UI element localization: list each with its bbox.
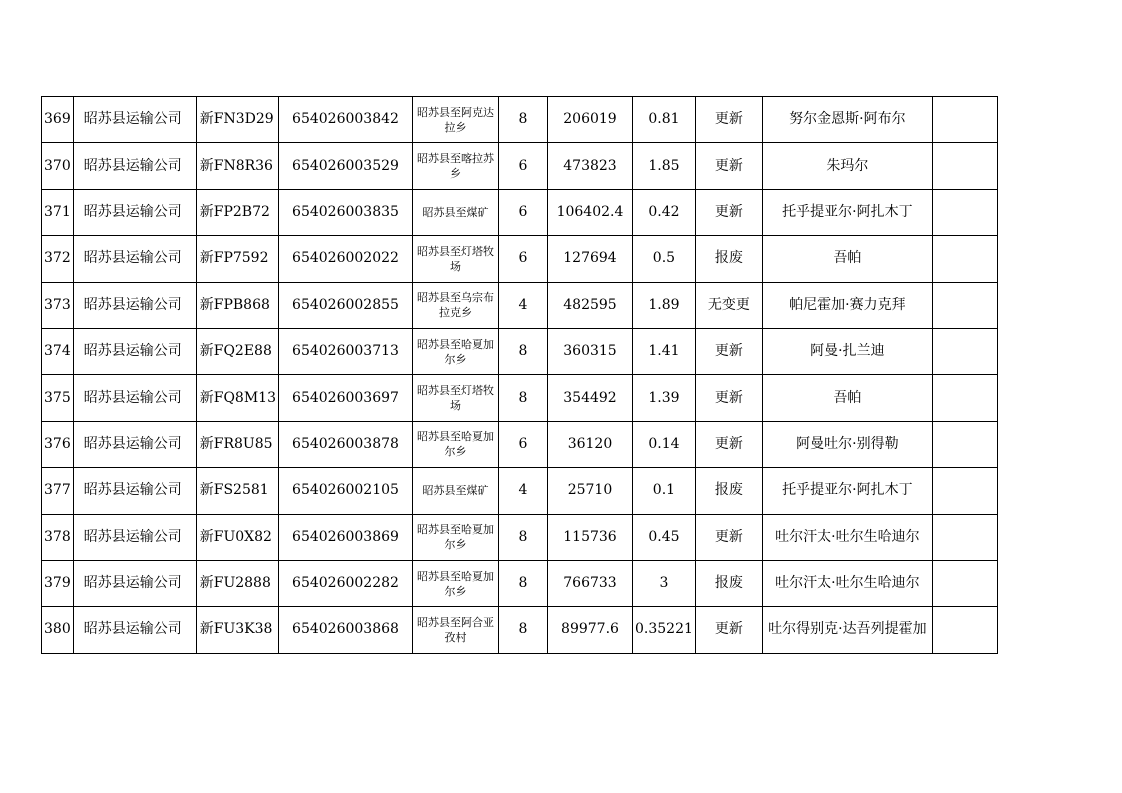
amount-cell: 25710 (547, 468, 632, 514)
route-cell: 昭苏县至阿克达拉乡 (412, 97, 498, 143)
status-cell: 更新 (695, 189, 762, 235)
vehicle-code-cell: 654026003842 (278, 97, 412, 143)
owner-cell: 朱玛尔 (762, 143, 932, 189)
row-number-cell: 377 (42, 468, 74, 514)
table-row (42, 560, 998, 606)
amount-cell: 360315 (547, 328, 632, 374)
seats-cell: 8 (498, 607, 547, 653)
plate-number-cell: 新FPB868 (196, 282, 278, 328)
table-row (42, 143, 998, 189)
owner-cell: 吐尔得别克·达吾列提霍加 (762, 607, 932, 653)
route-cell: 昭苏县至哈夏加尔乡 (412, 514, 498, 560)
status-cell: 更新 (695, 143, 762, 189)
ratio-cell: 0.35221 (632, 607, 695, 653)
owner-cell: 阿曼吐尔·别得勒 (762, 421, 932, 467)
plate-number-cell: 新FS2581 (196, 468, 278, 514)
vehicle-code-cell: 654026003868 (278, 607, 412, 653)
route-cell: 昭苏县至灯塔牧场 (412, 375, 498, 421)
vehicle-code-cell: 654026003713 (278, 328, 412, 374)
owner-cell: 吐尔汗太·吐尔生哈迪尔 (762, 560, 932, 606)
status-cell: 更新 (695, 421, 762, 467)
status-cell: 报废 (695, 236, 762, 282)
vehicle-code-cell: 654026002022 (278, 236, 412, 282)
ratio-cell: 1.39 (632, 375, 695, 421)
ratio-cell: 0.5 (632, 236, 695, 282)
row-number-cell: 380 (42, 607, 74, 653)
route-cell: 昭苏县至阿合亚孜村 (412, 607, 498, 653)
seats-cell: 8 (498, 375, 547, 421)
route-cell: 昭苏县至乌宗布拉克乡 (412, 282, 498, 328)
amount-cell: 106402.4 (547, 189, 632, 235)
route-cell: 昭苏县至哈夏加尔乡 (412, 328, 498, 374)
company-cell: 昭苏县运输公司 (73, 514, 196, 560)
row-number-cell: 375 (42, 375, 74, 421)
amount-cell: 115736 (547, 514, 632, 560)
vehicle-code-cell: 654026003835 (278, 189, 412, 235)
owner-cell: 阿曼·扎兰迪 (762, 328, 932, 374)
amount-cell: 36120 (547, 421, 632, 467)
vehicle-code-cell: 654026003529 (278, 143, 412, 189)
extra-cell (932, 421, 997, 467)
owner-cell: 努尔金恩斯·阿布尔 (762, 97, 932, 143)
status-cell: 更新 (695, 375, 762, 421)
seats-cell: 6 (498, 236, 547, 282)
ratio-cell: 3 (632, 560, 695, 606)
table-row (42, 97, 998, 143)
company-cell: 昭苏县运输公司 (73, 328, 196, 374)
table-row (42, 236, 998, 282)
extra-cell (932, 143, 997, 189)
row-number-cell: 373 (42, 282, 74, 328)
table-row (42, 282, 998, 328)
status-cell: 更新 (695, 328, 762, 374)
table-row (42, 375, 998, 421)
amount-cell: 89977.6 (547, 607, 632, 653)
seats-cell: 4 (498, 468, 547, 514)
amount-cell: 206019 (547, 97, 632, 143)
extra-cell (932, 560, 997, 606)
extra-cell (932, 282, 997, 328)
amount-cell: 354492 (547, 375, 632, 421)
ratio-cell: 0.45 (632, 514, 695, 560)
seats-cell: 8 (498, 560, 547, 606)
plate-number-cell: 新FN3D29 (196, 97, 278, 143)
vehicle-code-cell: 654026002855 (278, 282, 412, 328)
row-number-cell: 370 (42, 143, 74, 189)
route-cell: 昭苏县至哈夏加尔乡 (412, 421, 498, 467)
company-cell: 昭苏县运输公司 (73, 375, 196, 421)
row-number-cell: 371 (42, 189, 74, 235)
vehicle-code-cell: 654026003697 (278, 375, 412, 421)
row-number-cell: 379 (42, 560, 74, 606)
vehicle-table (41, 96, 998, 654)
ratio-cell: 0.81 (632, 97, 695, 143)
extra-cell (932, 97, 997, 143)
company-cell: 昭苏县运输公司 (73, 421, 196, 467)
plate-number-cell: 新FU3K38 (196, 607, 278, 653)
plate-number-cell: 新FQ8M13 (196, 375, 278, 421)
seats-cell: 6 (498, 421, 547, 467)
extra-cell (932, 189, 997, 235)
table-row (42, 514, 998, 560)
row-number-cell: 378 (42, 514, 74, 560)
seats-cell: 8 (498, 514, 547, 560)
owner-cell: 吐尔汗太·吐尔生哈迪尔 (762, 514, 932, 560)
seats-cell: 6 (498, 189, 547, 235)
table-row (42, 421, 998, 467)
amount-cell: 766733 (547, 560, 632, 606)
vehicle-code-cell: 654026002105 (278, 468, 412, 514)
plate-number-cell: 新FU0X82 (196, 514, 278, 560)
company-cell: 昭苏县运输公司 (73, 282, 196, 328)
route-cell: 昭苏县至喀拉苏乡 (412, 143, 498, 189)
status-cell: 报废 (695, 468, 762, 514)
table-row (42, 189, 998, 235)
status-cell: 更新 (695, 97, 762, 143)
ratio-cell: 1.85 (632, 143, 695, 189)
table-row (42, 607, 998, 653)
extra-cell (932, 514, 997, 560)
extra-cell (932, 468, 997, 514)
owner-cell: 吾帕 (762, 236, 932, 282)
table-body (42, 97, 998, 654)
extra-cell (932, 375, 997, 421)
plate-number-cell: 新FN8R36 (196, 143, 278, 189)
owner-cell: 吾帕 (762, 375, 932, 421)
ratio-cell: 0.14 (632, 421, 695, 467)
vehicle-code-cell: 654026002282 (278, 560, 412, 606)
ratio-cell: 0.1 (632, 468, 695, 514)
company-cell: 昭苏县运输公司 (73, 97, 196, 143)
status-cell: 无变更 (695, 282, 762, 328)
status-cell: 更新 (695, 514, 762, 560)
amount-cell: 482595 (547, 282, 632, 328)
table-row (42, 328, 998, 374)
owner-cell: 托乎提亚尔·阿扎木丁 (762, 468, 932, 514)
seats-cell: 6 (498, 143, 547, 189)
owner-cell: 托乎提亚尔·阿扎木丁 (762, 189, 932, 235)
route-cell: 昭苏县至煤矿 (412, 189, 498, 235)
vehicle-code-cell: 654026003869 (278, 514, 412, 560)
ratio-cell: 0.42 (632, 189, 695, 235)
route-cell: 昭苏县至哈夏加尔乡 (412, 560, 498, 606)
seats-cell: 4 (498, 282, 547, 328)
extra-cell (932, 236, 997, 282)
plate-number-cell: 新FP2B72 (196, 189, 278, 235)
company-cell: 昭苏县运输公司 (73, 560, 196, 606)
ratio-cell: 1.41 (632, 328, 695, 374)
amount-cell: 127694 (547, 236, 632, 282)
plate-number-cell: 新FQ2E88 (196, 328, 278, 374)
row-number-cell: 374 (42, 328, 74, 374)
plate-number-cell: 新FU2888 (196, 560, 278, 606)
company-cell: 昭苏县运输公司 (73, 189, 196, 235)
row-number-cell: 372 (42, 236, 74, 282)
vehicle-code-cell: 654026003878 (278, 421, 412, 467)
row-number-cell: 369 (42, 97, 74, 143)
amount-cell: 473823 (547, 143, 632, 189)
status-cell: 更新 (695, 607, 762, 653)
plate-number-cell: 新FP7592 (196, 236, 278, 282)
ratio-cell: 1.89 (632, 282, 695, 328)
table-row (42, 468, 998, 514)
route-cell: 昭苏县至煤矿 (412, 468, 498, 514)
status-cell: 报废 (695, 560, 762, 606)
route-cell: 昭苏县至灯塔牧场 (412, 236, 498, 282)
company-cell: 昭苏县运输公司 (73, 236, 196, 282)
seats-cell: 8 (498, 328, 547, 374)
extra-cell (932, 607, 997, 653)
company-cell: 昭苏县运输公司 (73, 143, 196, 189)
company-cell: 昭苏县运输公司 (73, 607, 196, 653)
plate-number-cell: 新FR8U85 (196, 421, 278, 467)
row-number-cell: 376 (42, 421, 74, 467)
owner-cell: 帕尼霍加·赛力克拜 (762, 282, 932, 328)
seats-cell: 8 (498, 97, 547, 143)
extra-cell (932, 328, 997, 374)
company-cell: 昭苏县运输公司 (73, 468, 196, 514)
